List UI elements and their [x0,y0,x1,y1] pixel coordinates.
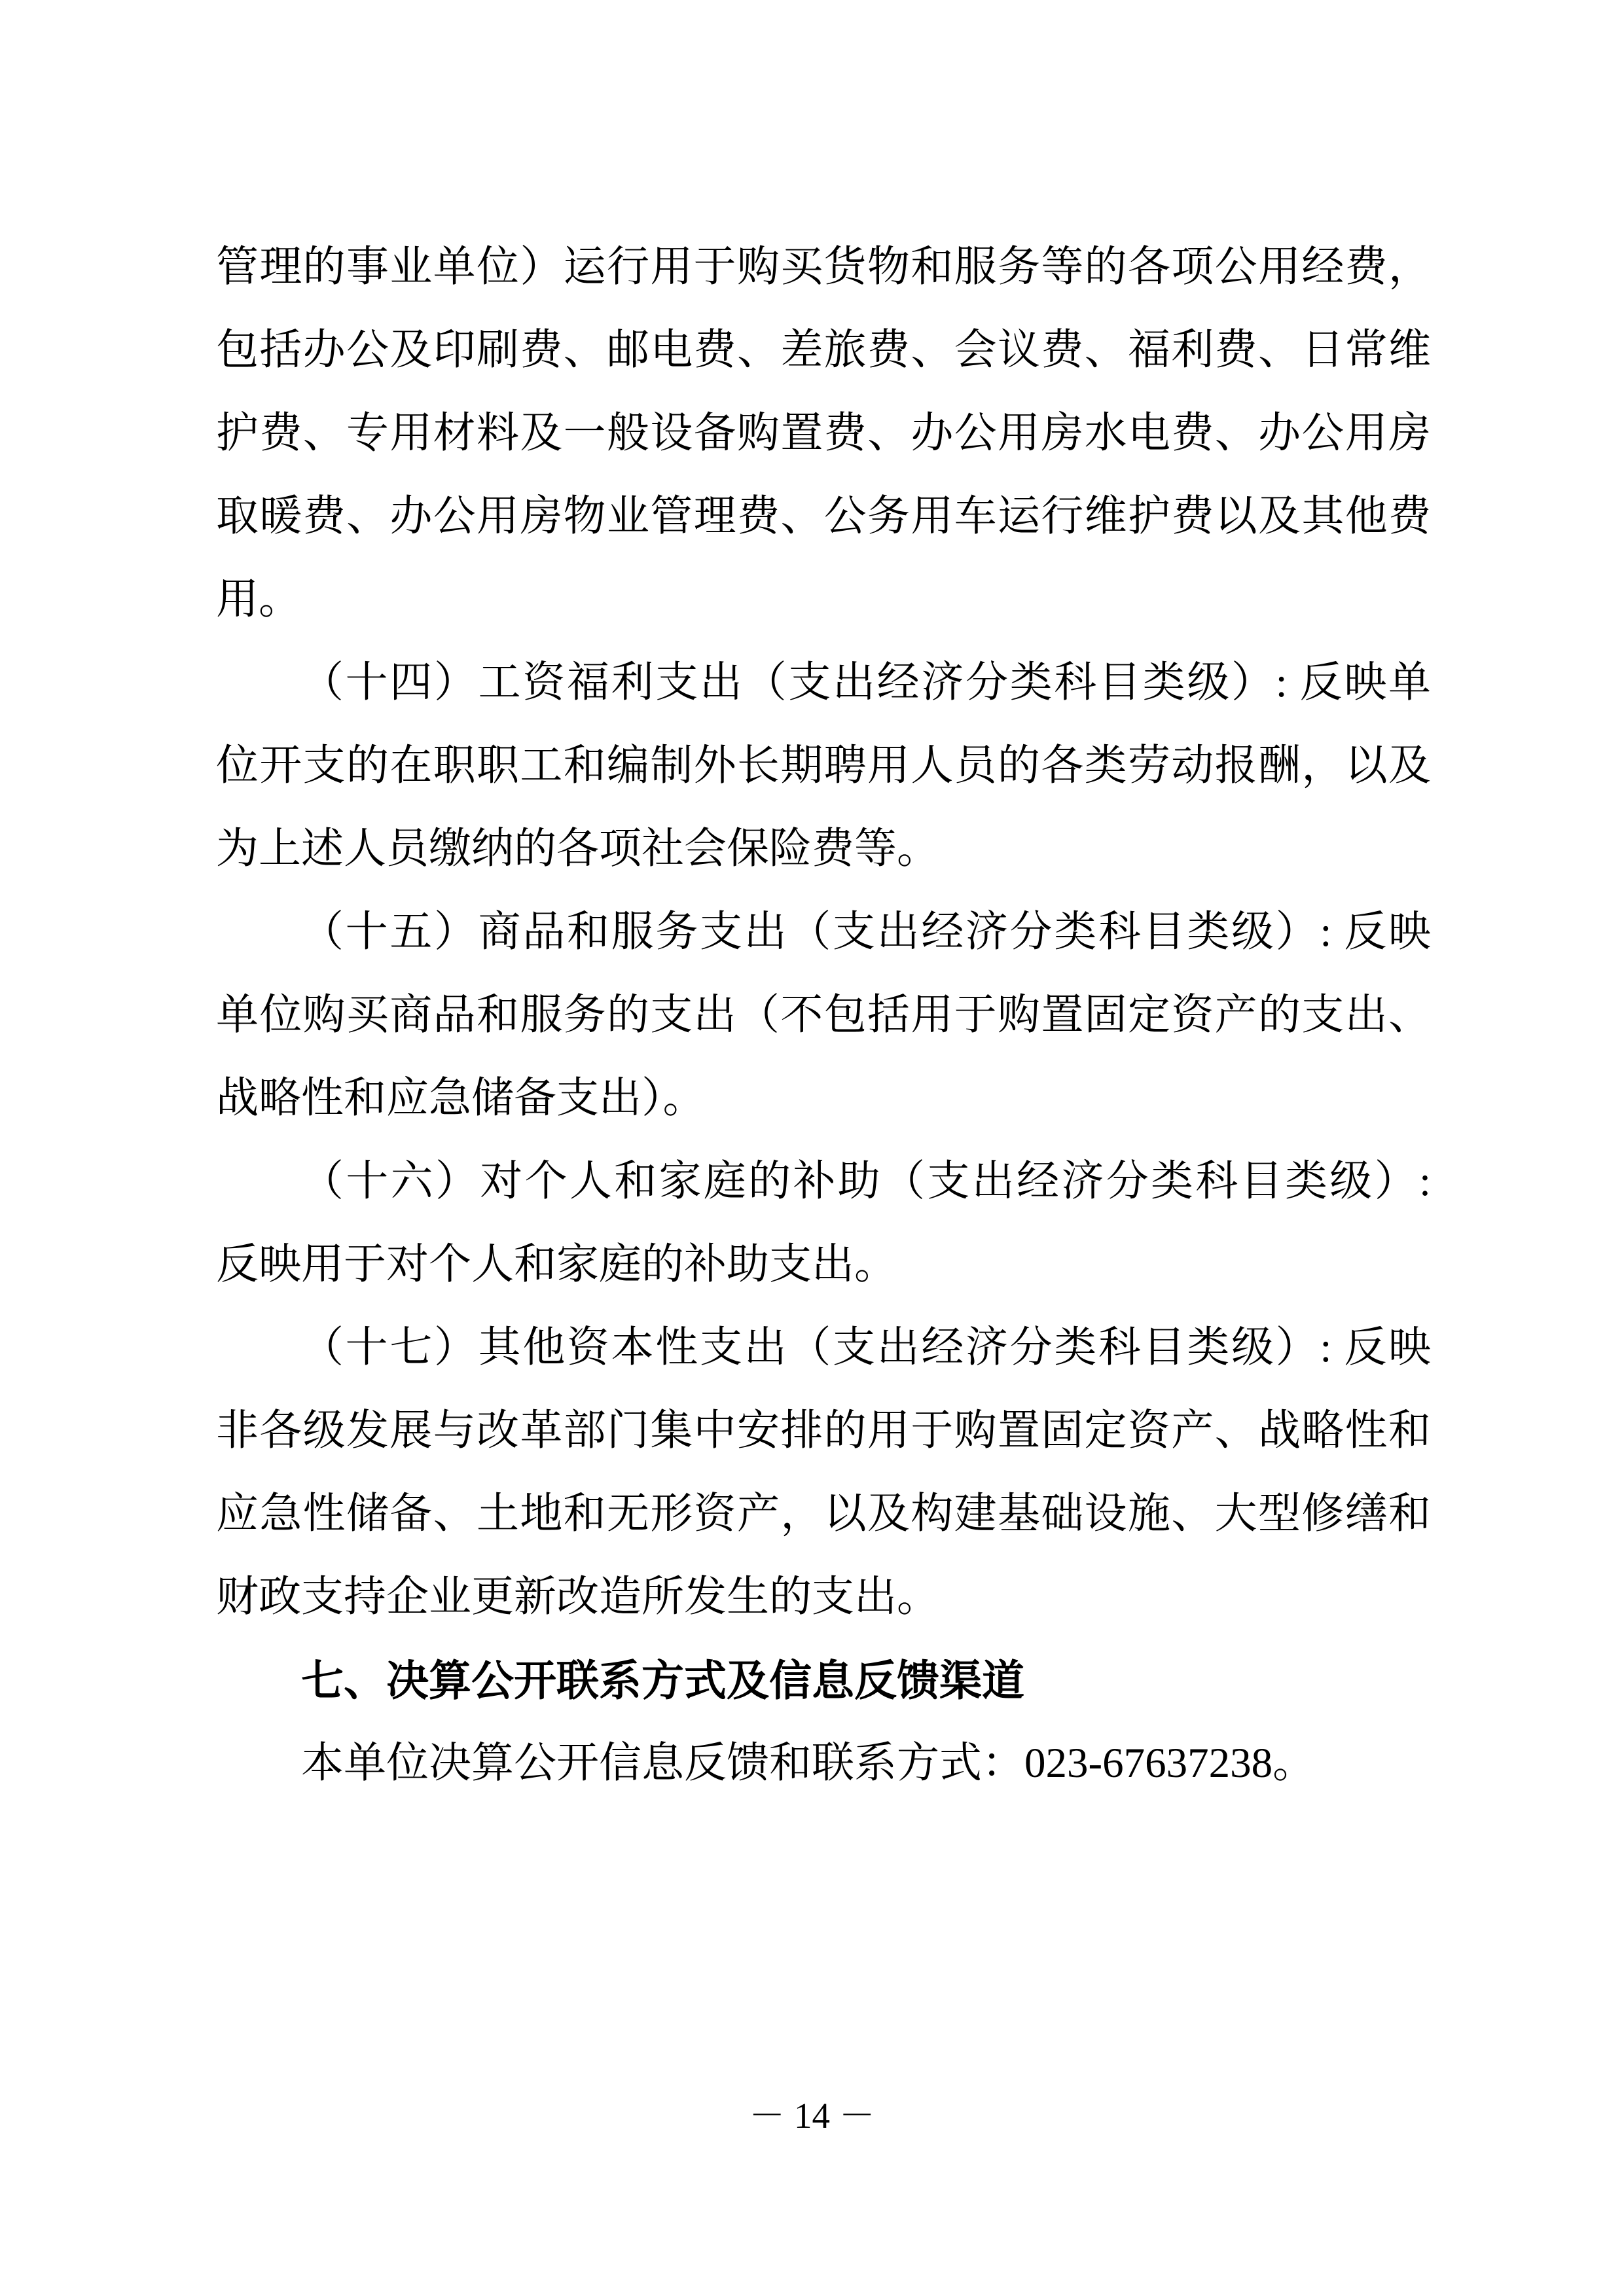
paragraph-line: （十七）其他资本性支出（支出经济分类科目类级）: 反映 [301,1324,1431,1371]
paragraph-line: 财政支持企业更新改造所发生的支出。 [216,1573,940,1621]
paragraph-item-14 [216,641,1431,891]
paragraph-line: 为上述人员缴纳的各项社会保险费等。 [216,825,940,872]
paragraph-item-16 [216,1140,1431,1306]
paragraph-line: 应急性储备、土地和无形资产，以及构建基础设施、大型修缮和 [216,1490,1431,1537]
paragraph-line: 护费、专用材料及一般设备购置费、办公用房水电费、办公用房 [216,410,1431,457]
paragraph-line: 反映用于对个人和家庭的补助支出。 [216,1241,897,1288]
paragraph-line: 位开支的在职职工和编制外长期聘用人员的各类劳动报酬，以及 [216,742,1431,789]
paragraph-line: （十五）商品和服务支出（支出经济分类科目类级）: 反映 [301,908,1431,956]
paragraph-line: （十六）对个人和家庭的补助（支出经济分类科目类级）: [301,1158,1431,1205]
section-heading: 七、决算公开联系方式及信息反馈渠道 [301,1657,1025,1704]
paragraph-item-15 [216,891,1431,1140]
paragraph-line: 包括办公及印刷费、邮电费、差旅费、会议费、福利费、日常维 [216,327,1431,374]
contact-line: 本单位决算公开信息反馈和联系方式：023-67637238。 [301,1740,1316,1787]
paragraph-line: 战略性和应急储备支出）。 [216,1075,706,1122]
paragraph-line: 单位购买商品和服务的支出（不包括用于购置固定资产的支出、 [216,992,1431,1039]
page-number: － 14 － [749,2096,875,2136]
paragraph-item-17 [216,1306,1431,1639]
paragraph-line: 非各级发展与改革部门集中安排的用于购置固定资产、战略性和 [216,1407,1431,1454]
paragraph-continuation [216,226,1431,641]
paragraph-line: 取暖费、办公用房物业管理费、公务用车运行维护费以及其他费 [216,493,1431,540]
paragraph-line: 管理的事业单位）运行用于购买货物和服务等的各项公用经费， [216,243,1431,291]
paragraph-line: （十四）工资福利支出（支出经济分类科目类级）: 反映单 [301,659,1431,706]
paragraph-line: 用。 [216,576,302,623]
document-text-block [216,226,1431,1805]
